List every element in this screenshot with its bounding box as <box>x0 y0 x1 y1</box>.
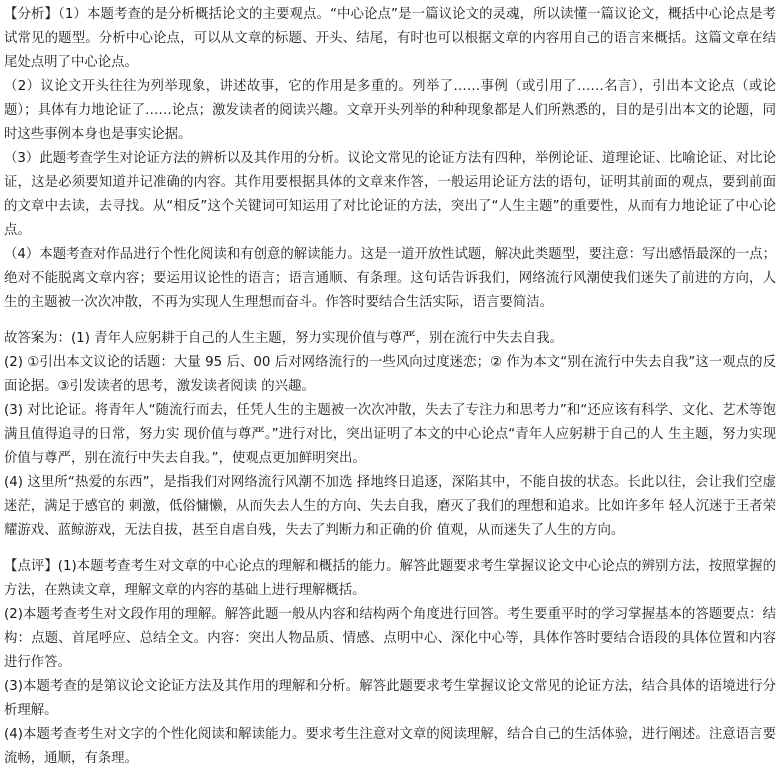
comment-paragraph-3: (3)本题考查的是第议论文论证方法及其作用的理解和分析。解答此题要求考生掌握议论文常见的论证方法，结合具体的语境进行分析理解。 <box>4 679 776 718</box>
comment-paragraph-4: (4)本题考查考生对文字的个性化阅读和解读能力。要求考生注意对文章的阅读理解，结合自己的生活体验，进行阐述。注意语言要流畅，通顺，有条理。 <box>4 727 776 766</box>
comment-section <box>4 555 776 771</box>
answer-paragraph-1: 故答案为：(1) 青年人应躬耕于自己的人生主题，努力实现价值与尊严，别在流行中失去自我。 <box>4 331 563 346</box>
analysis-heading: 【分析】 <box>4 7 59 22</box>
analysis-paragraph-4: （4）本题考查对作品进行个性化阅读和有创意的解读能力。这是一道开放性试题，解决此类题型，要注意：写出感悟最深的一点；绝对不能脱离文章内容；要运用议论性的语言；语言通顺、有条理。这句话告诉我们，网络流行风潮使我们迷失了前进的方向，人生的主题被一次次冲散，不再为实现人生理想而奋斗。作答时要结合生活实际，语言要简洁。 <box>4 247 776 310</box>
comment-paragraph-1: 【点评】(1)本题考查考生对文章的中心论点的理解和概括的能力。解答此题要求考生掌握议论文中心论点的辨别方法，按照掌握的方法，在熟读文章，理解文章的内容的基础上进行理解概括。 <box>4 559 776 598</box>
analysis-section <box>4 3 776 315</box>
analysis-paragraph-2: （2）议论文开头往往为列举现象，讲述故事，它的作用是多重的。列举了……事例（或引用了……名言），引出本文论点（或论题）；具体有力地论证了……论点；激发读者的阅读兴趣。文章开头列举的种种现象都是人们所熟悉的，目的是引出本文的论题，同时这些事例本身也是事实论据。 <box>4 79 776 142</box>
analysis-paragraph-1-text: （1）本题考查的是分析概括论文的主要观点。“中心论点”是一篇议论文的灵魂，所以读懂一篇议论文，概括中心论点是考试常见的题型。分析中心论点，可以从文章的标题、开头、结尾，有时也可以根据文章的内容用自己的语言来概括。这篇文章在结尾处点明了中心论点。 <box>4 7 776 70</box>
answer-paragraph-2: (2) ①引出本文议论的话题：大量 95 后、00 后对网络流行的一些风向过度迷恋；② 作为本文“别在流行中失去自我”这一观点的反面论据。③引发读者的思考，激发读者阅读 的兴趣。 <box>4 355 776 394</box>
answer-paragraph-4: (4) 这里所“热爱的东西”，是指我们对网络流行风潮不加选 择地终日追逐，深陷其中，不能自拔的状态。长此以往，会让我们空虚迷茫，满足于感官的 刺激，低俗慵懒，从而失去人生的方向、失去自我，磨灭了我们的理想和追求。比如许多年 轻人沉迷于王者荣耀游戏、蓝鲸游戏，无法自拔，甚至自虐自残，失去了判断力和正确的价 值观，从而迷失了人生的方向。 <box>4 475 776 538</box>
analysis-paragraph-3: （3）此题考查学生对论证方法的辨析以及其作用的分析。议论文常见的论证方法有四种，举例论证、道理论证、比喻论证、对比论证，这是必须要知道并记准确的内容。其作用要根据具体的文章来作答，一般运用论证方法的语句，证明其前面的观点，要到前面的文章中去读，去寻找。从“相反”这个关键词可知运用了对比论证的方法，突出了“人生主题”的重要性，从而有力地论证了中心论点。 <box>4 151 776 238</box>
section-divider <box>4 315 776 327</box>
section-divider <box>4 543 776 555</box>
answer-paragraph-3: (3) 对比论证。将青年人“随流行而去，任凭人生的主题被一次次冲散，失去了专注力和思考力”和“还应该有科学、文化、艺术等饱满且值得追寻的日常，努力实 现价值与尊严。”进行对比，突出证明了本文的中心论点“青年人应躬耕于自己的人 生主题，努力实现价值与尊严，别在流行中失去自我。”，使观点更加鲜明突出。 <box>4 403 776 466</box>
comment-paragraph-2: (2)本题考查考生对文段作用的理解。解答此题一般从内容和结构两个角度进行回答。考生要重平时的学习掌握基本的答题要点：结构：点题、首尾呼应、总结全文。内容：突出人物品质、情感、点明中心、深化中心等，具体作答时要结合语段的具体位置和内容进行作答。 <box>4 607 776 670</box>
analysis-paragraph-1 <box>4 3 776 75</box>
answer-section <box>4 327 776 543</box>
